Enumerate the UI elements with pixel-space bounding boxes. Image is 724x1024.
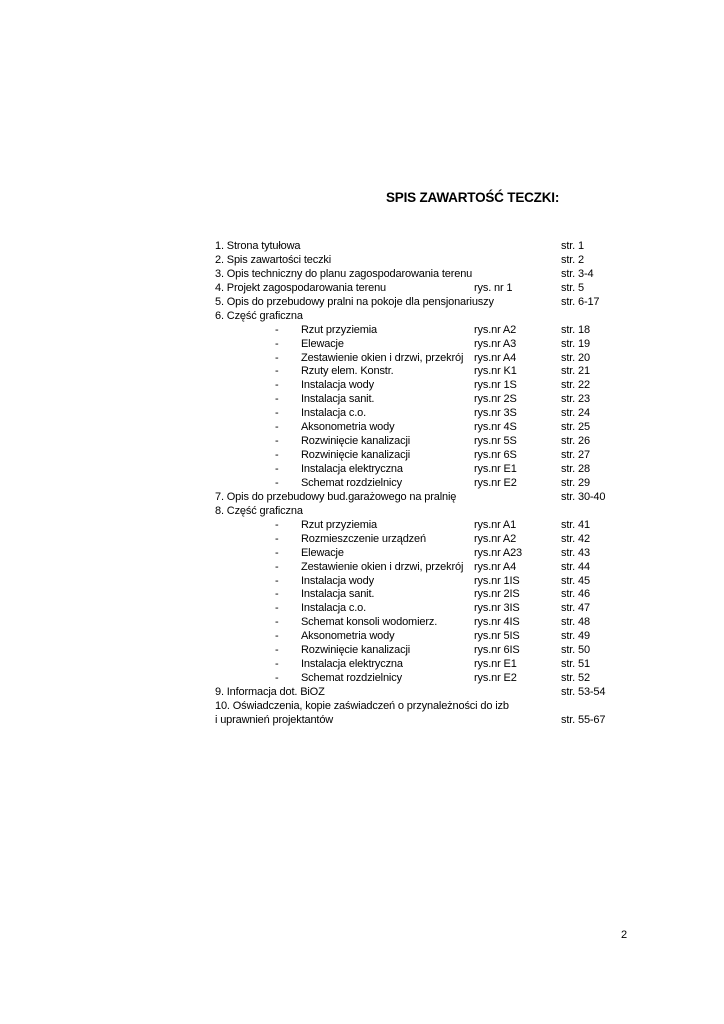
toc-entry [0,421,724,435]
toc-entry-dash: - [275,476,279,489]
toc-entry-title: 1. Strona tytułowa [215,240,301,252]
toc-entry-subtitle: Instalacja wody [301,574,374,587]
toc-entry [0,310,724,324]
toc-entry-page: str. 44 [561,560,590,573]
toc-entry-subtitle: Zestawienie okien i drzwi, przekrój [301,560,464,573]
toc-entry [0,644,724,658]
toc-entry [0,575,724,589]
toc-entry-page: str. 30-40 [561,490,606,503]
toc-entry-dash: - [275,616,279,629]
toc-entry [0,407,724,421]
toc-entry-page: str. 20 [561,351,590,364]
toc-entry-drawing-ref: rys.nr 5S [474,435,517,448]
toc-entry-title: 3. Opis techniczny do planu zagospodarowania terenu [215,267,473,280]
toc-entry-drawing-ref: rys.nr A4 [474,560,517,573]
toc-entry-dash: - [275,532,279,545]
toc-entry-dash: - [275,560,279,573]
toc-entry-title: 7. Opis do przebudowy bud.garażowego na pralnię [215,490,457,503]
toc-entry-dash: - [275,672,279,685]
toc-entry [0,268,724,282]
toc-entry-page: str. 27 [561,449,590,462]
toc-entry [0,296,724,310]
toc-entry-subtitle: Aksonometria wody [301,630,395,643]
toc-entry-drawing-ref: rys.nr E2 [474,476,517,489]
toc-entry-drawing-ref: rys.nr 1S [474,379,517,392]
toc-entry-drawing-ref: rys.nr E1 [474,463,517,475]
toc-entry-dash: - [275,365,279,378]
toc-entry-subtitle: Instalacja c.o. [301,407,367,420]
toc-entry [0,393,724,407]
toc-entry-drawing-ref: rys.nr 6S [474,449,517,462]
toc-entry-subtitle: Elewacje [301,546,344,559]
toc-entry [0,491,724,505]
toc-entry-subtitle: Schemat konsoli wodomierz. [301,616,438,629]
toc-entry-subtitle: Rozwinięcie kanalizacji [301,644,411,657]
toc-entry-drawing-ref: rys.nr 5IS [474,630,520,643]
toc-entry-title: i uprawnień projektantów [215,713,334,726]
toc-entry-drawing-ref: rys.nr 4IS [474,616,520,629]
toc-entry [0,463,724,477]
toc-entry-dash: - [275,421,279,434]
toc-entry [0,714,724,728]
toc-entry-page: str. 43 [561,546,590,559]
toc-entry [0,365,724,379]
toc-entry-dash: - [275,658,279,671]
toc-entry-page: str. 23 [561,393,590,406]
toc-entry-page: str. 49 [561,630,590,643]
toc-entry-dash: - [275,644,279,657]
toc-entry-page: str. 24 [561,407,590,420]
toc-entry [0,616,724,630]
toc-entry-dash: - [275,435,279,448]
toc-entry-drawing-ref: rys.nr 2IS [474,588,520,601]
toc-entry-drawing-ref: rys.nr A2 [474,532,517,545]
toc-entry-page: str. 47 [561,602,590,615]
toc-entry-subtitle: Rzut przyziemia [301,323,377,336]
toc-entry-drawing-ref: rys.nr A1 [474,518,517,531]
toc-entry-dash: - [275,630,279,643]
page-number: 2 [621,929,628,941]
toc-entry-subtitle: Rozwinięcie kanalizacji [301,449,411,462]
toc-entry-drawing-ref: rys.nr 4S [474,421,517,434]
toc-entry [0,686,724,700]
toc-entry-subtitle: Instalacja elektryczna [301,658,403,671]
toc-entry [0,352,724,366]
toc-entry-subtitle: Instalacja wody [301,379,374,392]
toc-entry-page: str. 50 [561,644,590,657]
toc-entry-drawing-ref: rys.nr 6IS [474,644,520,657]
toc-entry-subtitle: Rozmieszczenie urządzeń [301,532,426,545]
toc-entry [0,658,724,672]
toc-entry-subtitle: Rzut przyziemia [301,518,377,531]
toc-entry-drawing-ref: rys.nr 3S [474,407,517,420]
toc-entry-drawing-ref: rys.nr 1IS [474,574,520,587]
toc-entry-subtitle: Schemat rozdzielnicy [301,476,402,489]
toc-entry-page: str. 45 [561,574,590,587]
toc-entry-title: 6. Część graficzna [215,309,303,322]
toc-entry-page: str. 55-67 [561,713,606,726]
toc-entry-drawing-ref: rys.nr 3IS [474,602,520,615]
toc-entry-page: str. 52 [561,672,590,685]
toc-entry-subtitle: Instalacja sanit. [301,588,375,601]
toc-entry-page: str. 19 [561,337,590,350]
toc-entry-page: str. 26 [561,435,590,448]
toc-entry-page: str. 25 [561,421,590,434]
toc-entry [0,533,724,547]
toc-entry-subtitle: Instalacja sanit. [301,393,375,406]
toc-entry-subtitle: Instalacja c.o. [301,602,367,615]
toc-entry [0,672,724,686]
toc-entry-page: str. 42 [561,532,590,545]
toc-entry-dash: - [275,351,279,364]
toc-entry-dash: - [275,337,279,350]
toc-entry-drawing-ref: rys.nr A4 [474,351,517,364]
toc-entry-page: str. 29 [561,476,590,489]
toc-entry-drawing-ref: rys.nr A23 [474,546,523,559]
toc-entry-title: 10. Oświadczenia, kopie zaświadczeń o przynależności do izb [215,699,509,712]
toc-entry [0,379,724,393]
toc-entry-page: str. 48 [561,616,590,629]
document-title: SPIS ZAWARTOŚĆ TECZKI: [386,190,560,205]
toc-entry-drawing-ref: rys.nr E2 [474,672,517,685]
toc-entry-subtitle: Rzuty elem. Konstr. [301,365,394,378]
toc-entry-dash: - [275,393,279,406]
toc-entry [0,338,724,352]
toc-entry-page: str. 3-4 [561,267,594,280]
toc-entry-dash: - [275,463,279,475]
toc-entry-page: str. 6-17 [561,295,600,308]
toc-entry-dash: - [275,588,279,601]
toc-entry [0,324,724,338]
toc-entry [0,519,724,533]
toc-entry-dash: - [275,323,279,336]
toc-entry-dash: - [275,407,279,420]
toc-entry [0,477,724,491]
toc-entry-drawing-ref: rys.nr A2 [474,323,517,336]
toc-entry-page: str. 46 [561,588,590,601]
toc-entry [0,547,724,561]
toc-entry-dash: - [275,449,279,462]
toc-entry [0,282,724,296]
toc-entry-drawing-ref: rys.nr 2S [474,393,517,406]
toc-entry-drawing-ref: rys.nr K1 [474,365,517,378]
toc-entry-page: str. 28 [561,463,590,475]
toc-entry-subtitle: Elewacje [301,337,344,350]
toc-entry-subtitle: Aksonometria wody [301,421,395,434]
toc-entry [0,602,724,616]
toc-entry-dash: - [275,602,279,615]
toc-entry-page: str. 51 [561,658,590,671]
toc-entry-dash: - [275,546,279,559]
toc-entry-title: 5. Opis do przebudowy pralni na pokoje dla pensjonariuszy [215,295,494,308]
toc-entry [0,254,724,268]
toc-entry-drawing-ref: rys.nr A3 [474,337,517,350]
toc-entry [0,630,724,644]
toc-entry [0,588,724,602]
toc-entry-subtitle: Zestawienie okien i drzwi, przekrój [301,351,464,364]
toc-entry-page: str. 53-54 [561,686,606,698]
toc-entry-page: str. 18 [561,323,590,336]
toc-entry [0,240,724,254]
toc-entry-subtitle: Instalacja elektryczna [301,463,403,475]
toc-entry-dash: - [275,379,279,392]
toc-entry-subtitle: Rozwinięcie kanalizacji [301,435,411,448]
toc-entry-title: 4. Projekt zagospodarowania terenu [215,281,387,294]
toc-entry [0,449,724,463]
toc-entry-title: 2. Spis zawartości teczki [215,253,332,266]
toc-entry-page: str. 2 [561,253,584,266]
toc-entry [0,505,724,519]
toc-entry-page: str. 1 [561,240,584,252]
toc-entry-page: str. 5 [561,281,584,294]
toc-entry-drawing-ref: rys. nr 1 [474,281,513,294]
toc-entry-title: 9. Informacja dot. BiOZ [215,686,325,698]
toc-entry-title: 8. Część graficzna [215,504,303,517]
toc-entry-page: str. 22 [561,379,590,392]
toc-entry-dash: - [275,574,279,587]
toc-entry-page: str. 41 [561,518,590,531]
toc-entry-drawing-ref: rys.nr E1 [474,658,517,671]
toc-entry [0,700,724,714]
toc-entry-dash: - [275,518,279,531]
toc-entry [0,561,724,575]
table-of-contents [0,240,724,728]
toc-entry [0,435,724,449]
toc-entry-page: str. 21 [561,365,590,378]
toc-entry-subtitle: Schemat rozdzielnicy [301,672,402,685]
